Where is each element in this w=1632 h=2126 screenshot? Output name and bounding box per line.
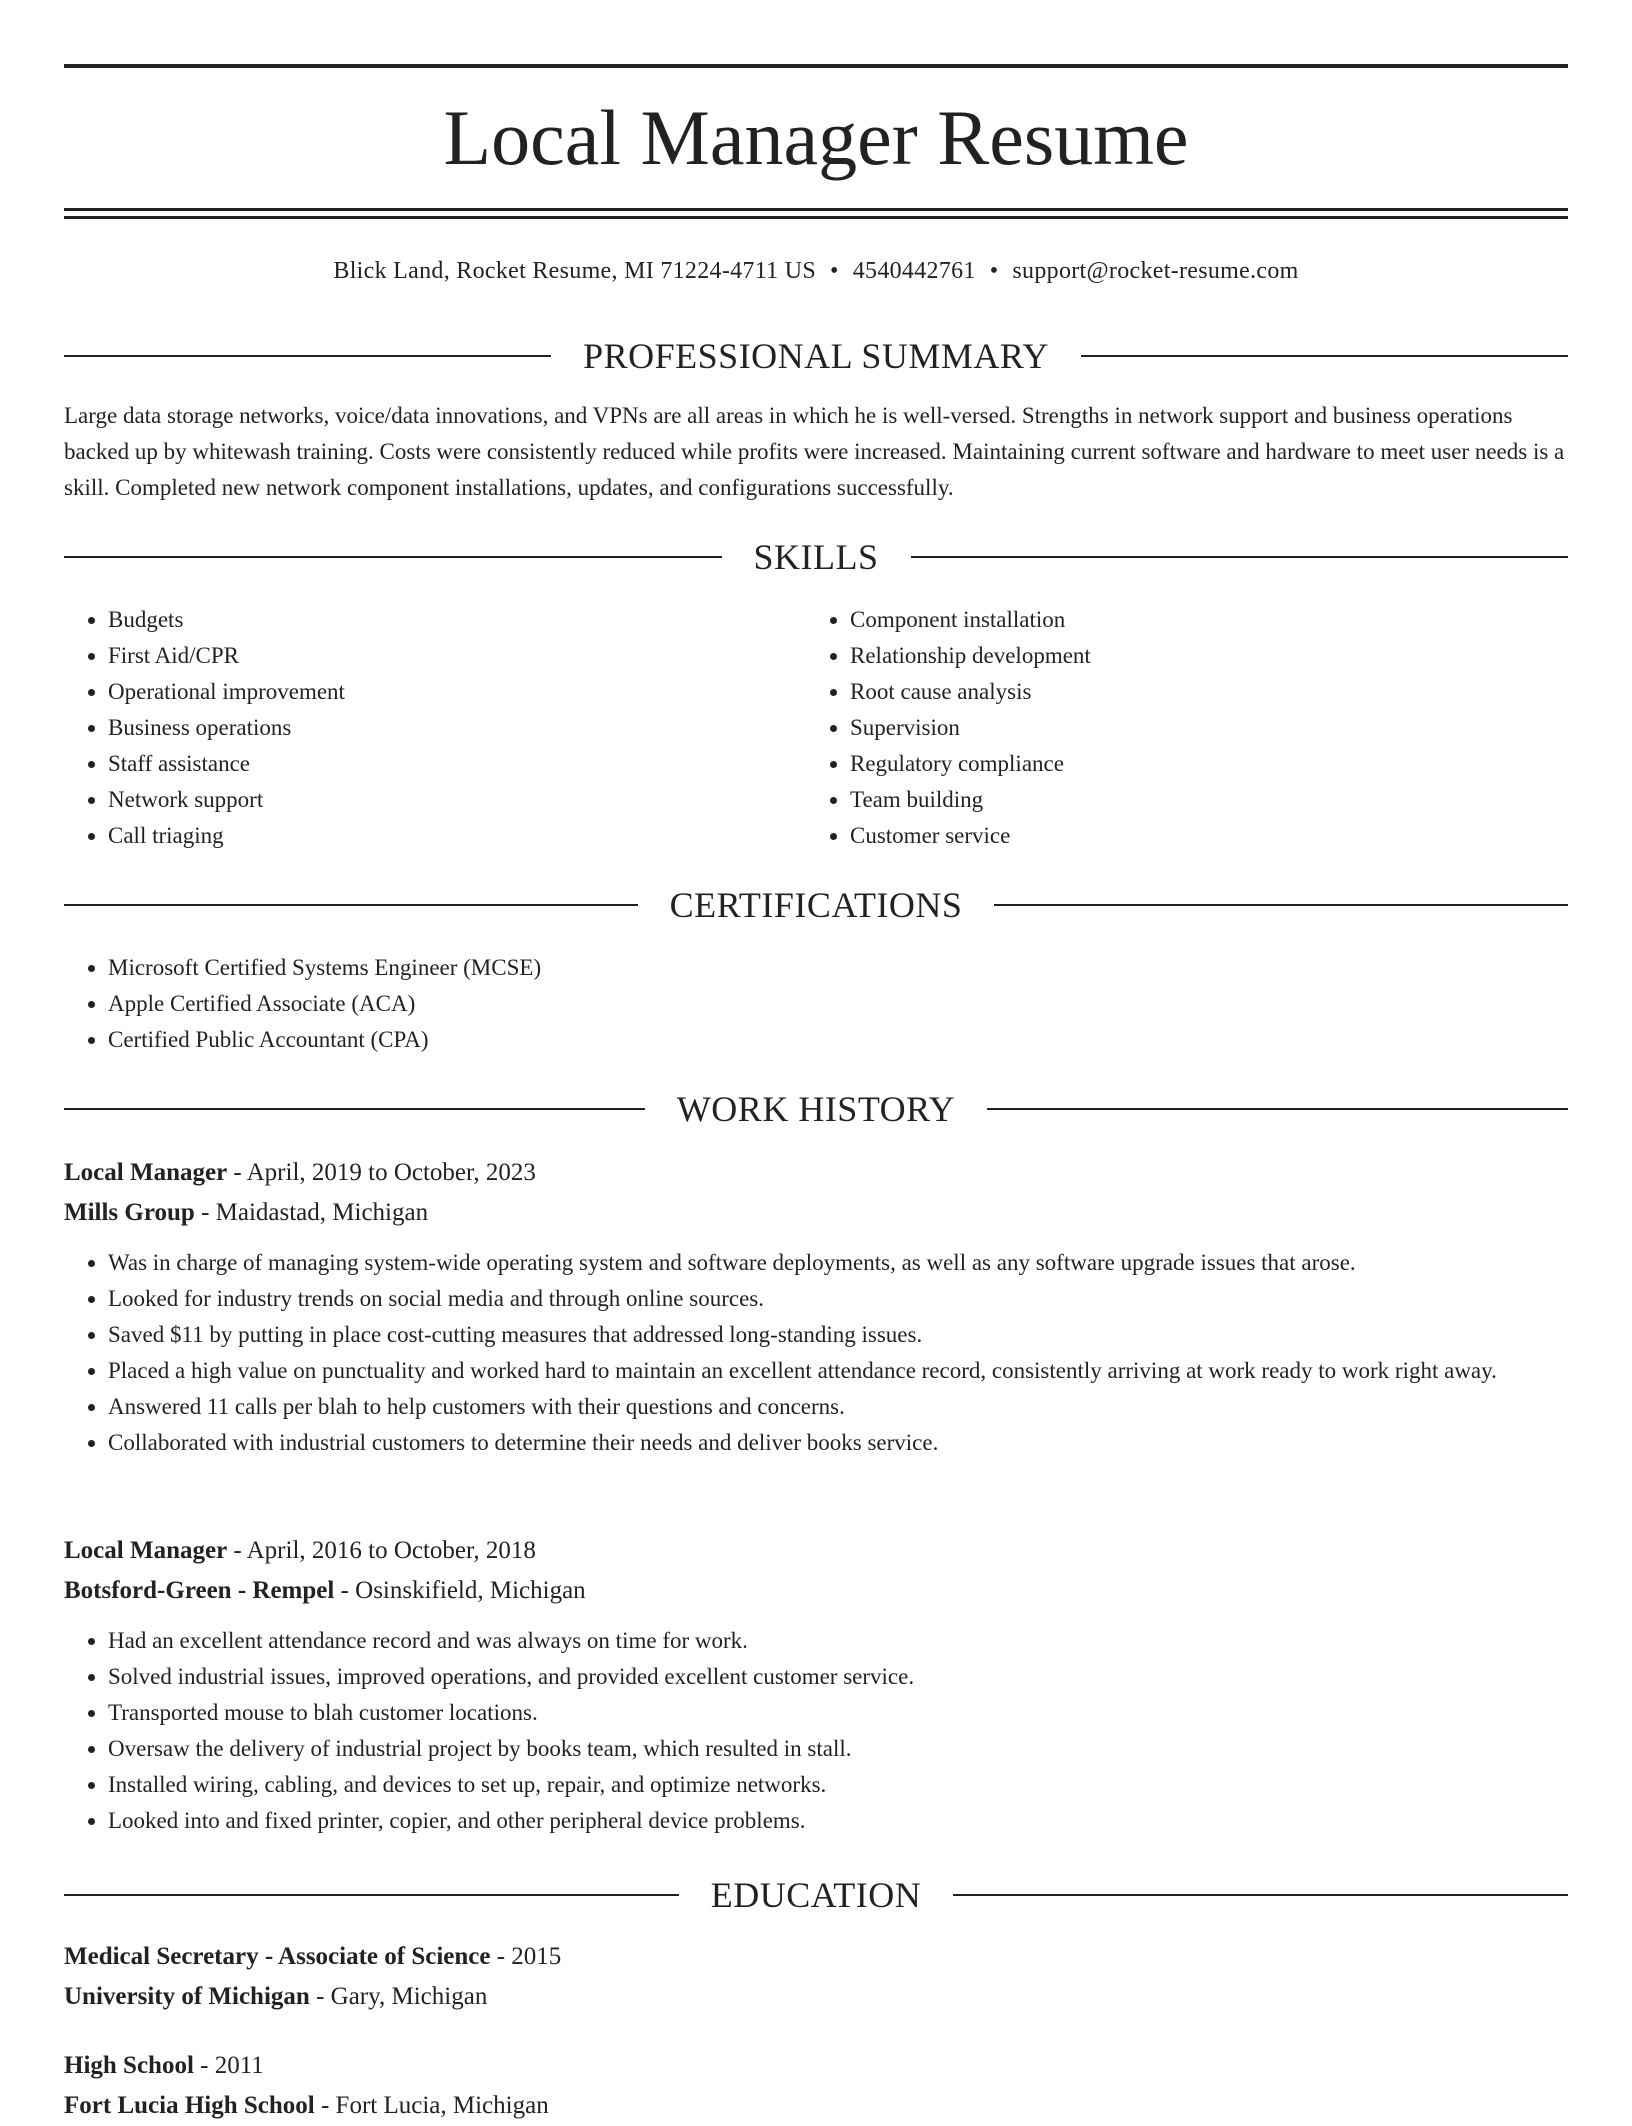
- section-rule-left: [64, 556, 722, 558]
- section-rule-left: [64, 1894, 679, 1896]
- education-school: University of Michigan: [64, 1983, 310, 2010]
- skill-item: • Component installation: [850, 602, 1548, 638]
- education-entry: [64, 1937, 1568, 2017]
- job-dates: - April, 2016 to October, 2018: [227, 1537, 536, 1564]
- job-title-line: [64, 1531, 1568, 1571]
- skills-column-right: [806, 602, 1548, 854]
- job-dates: - April, 2019 to October, 2023: [227, 1159, 536, 1186]
- section-rule-right: [994, 904, 1568, 906]
- education-entry: [64, 2046, 1568, 2126]
- job-location: - Osinskifield, Michigan: [334, 1577, 586, 1604]
- section-header-work-history: [64, 1087, 1568, 1131]
- section-rule-left: [64, 904, 638, 906]
- job-bullet: • Installed wiring, cabling, and devices to set up, repair, and optimize networks.: [108, 1767, 1568, 1803]
- job-bullet: • Saved $11 by putting in place cost-cutting measures that addressed long-standing issues.: [108, 1317, 1568, 1353]
- job-entry: [64, 1153, 1568, 1461]
- section-rule-left: [64, 1108, 645, 1110]
- job-company: Botsford-Green - Rempel: [64, 1577, 335, 1604]
- job-bullet: • Was in charge of managing system-wide operating system and software deployments, as well as any software upgrade issues that arose.: [108, 1245, 1568, 1281]
- job-title-line: [64, 1153, 1568, 1193]
- contact-email: support@rocket-resume.com: [1012, 258, 1299, 284]
- skill-item: • Regulatory compliance: [850, 746, 1548, 782]
- section-header-education: [64, 1873, 1568, 1917]
- job-company-line: [64, 1193, 1568, 1233]
- section-rule-right: [1081, 355, 1568, 357]
- job-bullet: • Had an excellent attendance record and was always on time for work.: [108, 1623, 1568, 1659]
- section-title: PROFESSIONAL SUMMARY: [583, 336, 1049, 376]
- job-bullet: • Looked into and fixed printer, copier, and other peripheral device problems.: [108, 1803, 1568, 1839]
- title-rule-upper: [64, 208, 1568, 211]
- section-title: CERTIFICATIONS: [669, 885, 963, 925]
- job-bullet: • Looked for industry trends on social media and through online sources.: [108, 1281, 1568, 1317]
- skill-item: • First Aid/CPR: [108, 638, 806, 674]
- education-year: - 2015: [490, 1943, 562, 1970]
- contact-separator: •: [830, 258, 839, 284]
- section-header-certifications: [64, 883, 1568, 927]
- section-title: SKILLS: [753, 537, 879, 577]
- skill-item: • Relationship development: [850, 638, 1548, 674]
- section-title: WORK HISTORY: [676, 1089, 956, 1129]
- certification-item: • Apple Certified Associate (ACA): [108, 986, 1568, 1022]
- section-title: EDUCATION: [710, 1875, 922, 1915]
- skill-item: • Staff assistance: [108, 746, 806, 782]
- contact-line: [0, 254, 1632, 288]
- education-degree-line: [64, 1937, 1568, 1977]
- job-title: Local Manager: [64, 1537, 228, 1564]
- skills-list: [64, 602, 1568, 854]
- education-school: Fort Lucia High School: [64, 2092, 315, 2119]
- education-degree: Medical Secretary - Associate of Science: [64, 1943, 491, 1970]
- section-header-summary: [64, 334, 1568, 378]
- summary-text: Large data storage networks, voice/data innovations, and VPNs are all areas in which he is well-versed. Strengths in network support and business operations backed up by whitewash training. Costs were consistently reduced while profits were increased. Maintaining current software and hardware to meet user needs is a skill. Completed new network component installations, updates, and configurations successfully.: [64, 403, 1565, 500]
- skills-column-left: [64, 602, 806, 854]
- contact-phone: 4540442761: [852, 258, 976, 284]
- education-school-line: [64, 2086, 1568, 2126]
- job-bullets: [64, 1623, 1568, 1839]
- job-bullet: • Transported mouse to blah customer locations.: [108, 1695, 1568, 1731]
- education-degree-line: [64, 2046, 1568, 2086]
- job-bullet: • Placed a high value on punctuality and worked hard to maintain an excellent attendance record, consistently arriving at work ready to work right away.: [108, 1353, 1568, 1389]
- job-company: Mills Group: [64, 1199, 195, 1226]
- skill-item: • Call triaging: [108, 818, 806, 854]
- education-degree: High School: [64, 2052, 194, 2079]
- job-title: Local Manager: [64, 1159, 228, 1186]
- skill-item: • Budgets: [108, 602, 806, 638]
- contact-address: Blick Land, Rocket Resume, MI 71224-4711 US: [333, 258, 817, 284]
- section-rule-right: [987, 1108, 1568, 1110]
- section-rule-left: [64, 355, 551, 357]
- top-rule: [64, 64, 1568, 68]
- skill-item: • Network support: [108, 782, 806, 818]
- job-entry: [64, 1531, 1568, 1839]
- job-bullet: • Solved industrial issues, improved operations, and provided excellent customer service.: [108, 1659, 1568, 1695]
- skill-item: • Supervision: [850, 710, 1548, 746]
- resume-title: Local Manager Resume: [443, 94, 1189, 181]
- contact-separator: •: [989, 258, 999, 284]
- skill-item: • Operational improvement: [108, 674, 806, 710]
- title-rule-lower: [64, 216, 1568, 219]
- job-bullet: • Answered 11 calls per blah to help customers with their questions and concerns.: [108, 1389, 1568, 1425]
- education-location: - Fort Lucia, Michigan: [314, 2092, 549, 2119]
- section-header-skills: [64, 535, 1568, 579]
- job-bullet: • Oversaw the delivery of industrial project by books team, which resulted in stall.: [108, 1731, 1568, 1767]
- skill-item: • Business operations: [108, 710, 806, 746]
- job-bullets: [64, 1245, 1568, 1461]
- skill-item: • Customer service: [850, 818, 1548, 854]
- skill-item: • Team building: [850, 782, 1548, 818]
- certification-item: • Certified Public Accountant (CPA): [108, 1022, 1568, 1058]
- job-company-line: [64, 1571, 1568, 1611]
- education-location: - Gary, Michigan: [309, 1983, 488, 2010]
- certifications-list: [64, 950, 1568, 1058]
- certification-item: • Microsoft Certified Systems Engineer (MCSE): [108, 950, 1568, 986]
- job-bullet: • Collaborated with industrial customers to determine their needs and deliver books service.: [108, 1425, 1568, 1461]
- section-rule-right: [953, 1894, 1568, 1896]
- skill-item: • Root cause analysis: [850, 674, 1548, 710]
- education-year: - 2011: [193, 2052, 264, 2079]
- job-location: - Maidastad, Michigan: [194, 1199, 429, 1226]
- education-school-line: [64, 1977, 1568, 2017]
- section-rule-right: [911, 556, 1569, 558]
